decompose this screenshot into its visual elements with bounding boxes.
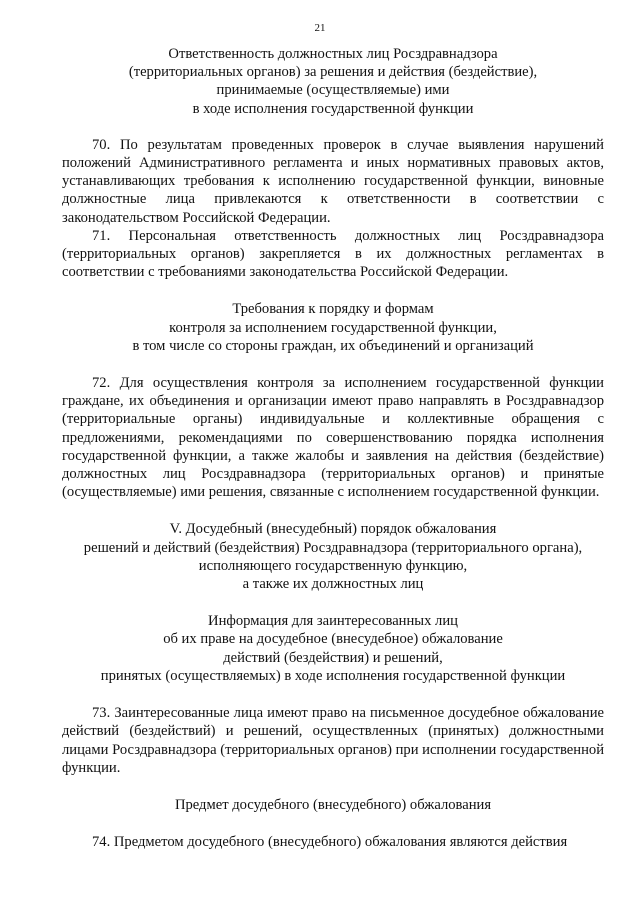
heading-line: Ответственность должностных лиц Росздравнадзора [168, 46, 498, 62]
heading-line: в том числе со стороны граждан, их объединений и организаций [132, 337, 534, 354]
section-heading-subject-of-appeal [62, 796, 604, 814]
heading-line: в ходе исполнения государственной функции [192, 100, 474, 117]
section-heading-v-pretrial-appeal [62, 520, 604, 593]
heading-line: принятых (осуществляемых) в ходе исполнения государственной функции [100, 667, 566, 684]
heading-line: (территориальных органов) за решения и действия (бездействие), [128, 64, 538, 81]
heading-line: а также их должностных лиц [242, 576, 424, 593]
heading-line: Предмет досудебного (внесудебного) обжалования [174, 796, 492, 813]
heading-line: контроля за исполнением государственной функции, [169, 319, 497, 336]
section-heading-responsibility [62, 45, 604, 118]
document-body [62, 45, 604, 851]
heading-line: Требования к порядку и формам [232, 301, 434, 318]
heading-line: об их праве на досудебное (внесудебное) обжалование [163, 631, 503, 648]
paragraph-74: 74. Предметом досудебного (внесудебного) обжалования являются действия [92, 834, 568, 851]
heading-line: действий (бездействия) и решений, [223, 649, 443, 666]
heading-line: исполняющего государственную функцию, [198, 557, 468, 574]
paragraph-71: 71. Персональная ответственность должностных лиц Росздравнадзора (территориальных органов) закрепляется в их должностных регламентах в соответствии с требованиями законодательства Российской Федерации. [62, 227, 604, 281]
heading-line: принимаемые (осуществляемые) ими [216, 82, 450, 99]
heading-line: решений и действий (бездействия) Росздравнадзора (территориального органа), [83, 539, 583, 556]
heading-line: Информация для заинтересованных лиц [208, 613, 458, 630]
paragraph-73: 73. Заинтересованные лица имеют право на письменное досудебное обжалование действий (бездействий) и решений, осуществленных (принятых) должностными лицами Росздравнадзора (территориальных органов) при исполнении государственной функции. [62, 705, 605, 776]
page-number: 21 [314, 22, 326, 34]
heading-line: V. Досудебный (внесудебный) порядок обжалования [169, 521, 497, 538]
section-heading-information-for-interested-parties [62, 612, 604, 685]
paragraph-72: 72. Для осуществления контроля за исполнением государственной функции граждане, их объединения и организации имеют право направлять в Росздравнадзор (территориальные органы) индивидуальные и коллективные обращения с предложениями, рекомендациями по совершенствованию порядка исполнения государственной функции, а также жалобы и заявления на действия (бездействие) должностных лиц Росздравнадзора (территориальных органов) и принятые (осуществляемые) ими решения, связанные с исполнением государственной функции. [62, 375, 604, 501]
section-heading-control-requirements [62, 300, 604, 355]
paragraph-70: 70. По результатам проведенных проверок в случае выявления нарушений положений Административного регламента и иных нормативных правовых актов, устанавливающих требования к исполнению государственной функции, виновные должностные лица привлекаются к ответственности в соответствии с законодательством Российской Федерации. [62, 136, 604, 226]
